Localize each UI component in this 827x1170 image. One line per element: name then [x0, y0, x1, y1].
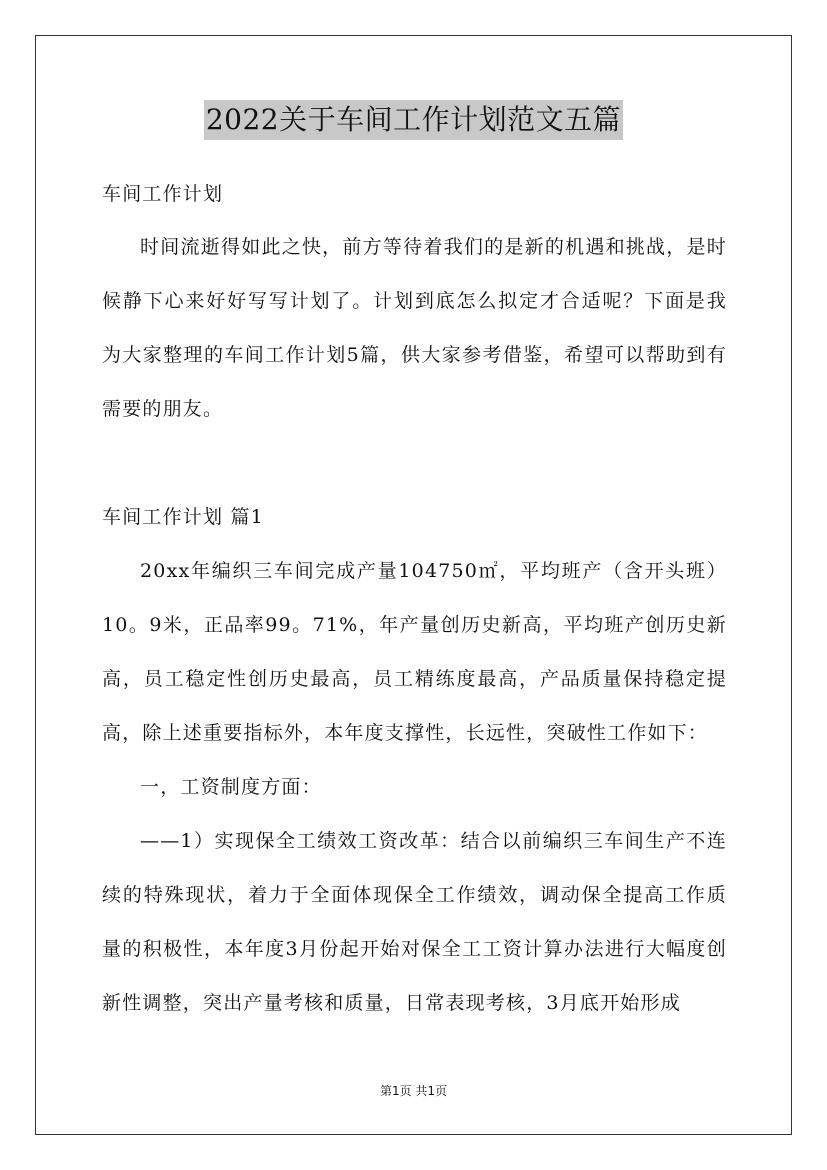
part-paragraph-1: 20xx年编织三车间完成产量104750㎡，平均班产（含开头班）10。9米，正品率99。71%，年产量创历史新高，平均班产创历史新高，员工稳定性创历史最高，员工精练度最高，产品质量保持稳定提高，除上述重要指标外，本年度支撑性，长远性，突破性工作如下： — [102, 560, 727, 744]
part-heading: 车间工作计划 篇1 — [102, 506, 264, 528]
intro-paragraph: 时间流逝得如此之快，前方等待着我们的是新的机遇和挑战，是时候静下心来好好写写计划了。计划到底怎么拟定才合适呢？下面是我为大家整理的车间工作计划5篇，供大家参考借鉴，希望可以帮助到有需要的朋友。 — [102, 236, 727, 420]
part-paragraph-2: ——1）实现保全工绩效工资改革：结合以前编织三车间生产不连续的特殊现状，着力于全面体现保全工作绩效，调动保全提高工作质量的积极性，本年度3月份起开始对保全工工资计算办法进行大幅度创新性调整，突出产量考核和质量，日常表现考核，3月底开始形成 — [102, 830, 727, 1014]
document-title: 2022关于车间工作计划范文五篇 — [204, 100, 623, 140]
blank-line — [102, 436, 727, 490]
section-heading: 车间工作计划 — [102, 183, 224, 205]
title-container — [0, 100, 827, 140]
document-body — [102, 172, 727, 1030]
page-footer: 第1页 共1页 — [379, 1084, 448, 1098]
subheading-wages: 一，工资制度方面： — [140, 776, 322, 798]
